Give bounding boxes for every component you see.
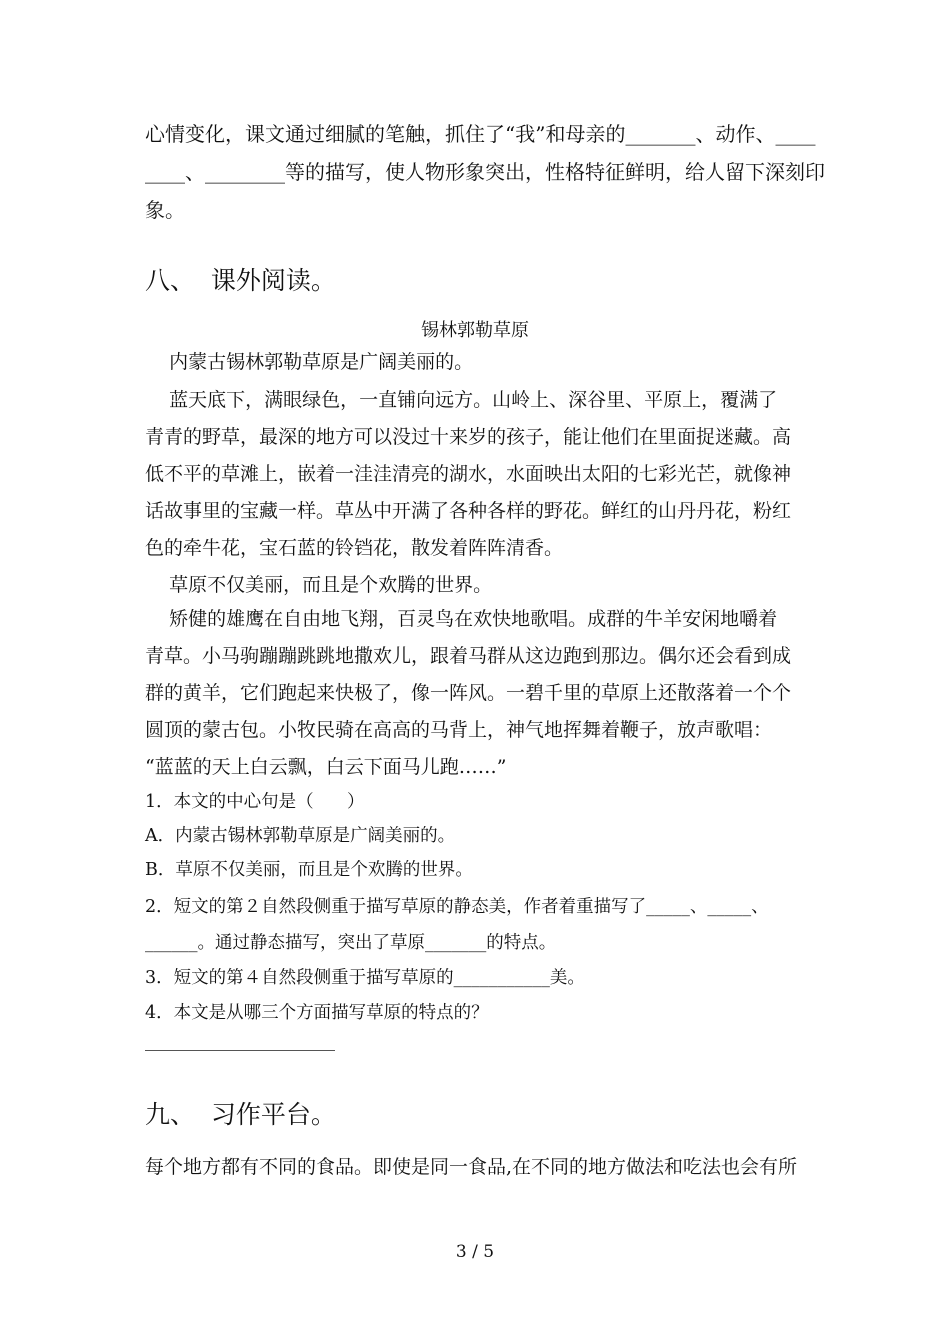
section9-heading: 九、 习作平台。 [145, 1100, 336, 1129]
intro-line-3: 象。 [145, 198, 185, 222]
passage-line: 青草。小马驹蹦蹦跳跳地撒欢儿，跟着马群从这边跑到那边。偶尔还会看到成 [145, 645, 792, 667]
question-1: 1．本文的中心句是（ ） [145, 792, 365, 812]
passage-line: 圆顶的蒙古包。小牧民骑在高高的马背上，神气地挥舞着鞭子，放声歌唱： [145, 719, 773, 741]
passage-line: 低不平的草滩上，嵌着一洼洼清亮的湖水，水面映出太阳的七彩光芒，就像神 [145, 463, 792, 485]
answer-line [145, 1050, 335, 1051]
passage-line: 内蒙古锡林郭勒草原是广阔美丽的。 [145, 351, 474, 373]
option-b: B．草原不仅美丽，而且是个欢腾的世界。 [145, 860, 473, 880]
section9-line: 每个地方都有不同的食品。即使是同一食品,在不同的地方做法和吃法也会有所 [145, 1156, 798, 1178]
passage-line: 蓝天底下，满眼绿色，一直铺向远方。山岭上、深谷里、平原上，覆满了 [145, 389, 778, 411]
intro-line-2: ____、________等的描写，使人物形象突出，性格特征鲜明，给人留下深刻印 [145, 160, 825, 184]
question-3: 3．短文的第４自然段侧重于描写草原的___________美。 [145, 968, 585, 988]
passage-line: 话故事里的宝藏一样。草丛中开满了各种各样的野花。鲜红的山丹丹花，粉红 [145, 500, 792, 522]
passage-line: 草原不仅美丽，而且是个欢腾的世界。 [145, 574, 493, 596]
passage-line: 青青的野草，最深的地方可以没过十来岁的孩子，能让他们在里面捉迷藏。高 [145, 426, 792, 448]
question-2: 2．短文的第２自然段侧重于描写草原的静态美，作者着重描写了_____、_____、 [145, 897, 769, 917]
option-a: A．内蒙古锡林郭勒草原是广阔美丽的。 [145, 826, 456, 846]
question-2-cont: ______。通过静态描写，突出了草原_______的特点。 [145, 933, 557, 953]
passage-line: “蓝蓝的天上白云飘，白云下面马儿跑……” [145, 756, 507, 778]
passage-line: 矫健的雄鹰在自由地飞翔，百灵鸟在欢快地歌唱。成群的牛羊安闲地嚼着 [145, 608, 778, 630]
intro-line-1: 心情变化，课文通过细腻的笔触，抓住了“我”和母亲的_______、动作、____ [145, 122, 816, 146]
question-4: 4．本文是从哪三个方面描写草原的特点的？ [145, 1003, 489, 1023]
page-number: 3 / 5 [455, 1242, 495, 1262]
passage-line: 群的黄羊，它们跑起来快极了，像一阵风。一碧千里的草原上还散落着一个个 [145, 682, 792, 704]
passage-line: 色的牵牛花，宝石蓝的铃铛花，散发着阵阵清香。 [145, 537, 564, 559]
passage-title: 锡林郭勒草原 [421, 320, 529, 341]
section8-heading: 八、 课外阅读。 [145, 266, 336, 295]
